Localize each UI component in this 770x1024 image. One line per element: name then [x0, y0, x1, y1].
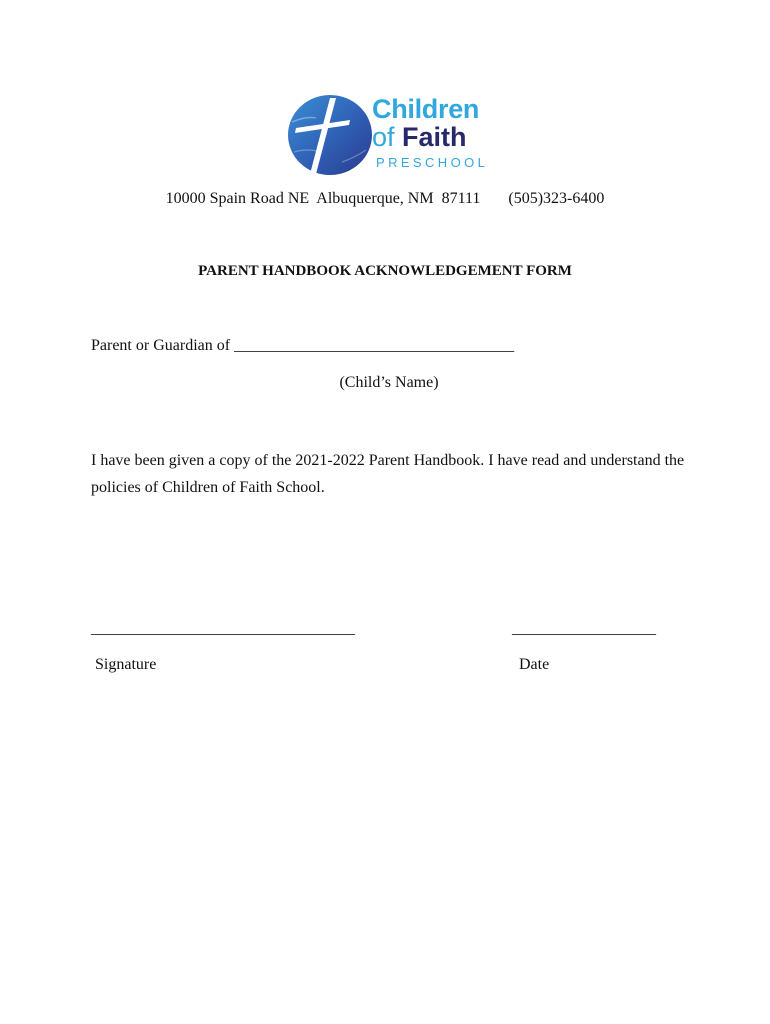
date-label: Date — [519, 656, 550, 673]
date-field[interactable]: __________________ — [512, 620, 656, 637]
logo-of-text: of — [372, 122, 395, 152]
school-address: 10000 Spain Road NE Albuquerque, NM 87111 (505)323-6400 — [165, 190, 605, 207]
logo-faith-text: Faith — [402, 122, 467, 152]
acknowledgement-statement: I have been given a copy of the 2021-2022 Parent Handbook. I have read and understand the policies of Children of Faith School. — [91, 452, 685, 496]
logo-children-text: Children — [372, 94, 480, 124]
school-logo — [286, 92, 492, 178]
logo-of-faith-text — [372, 124, 467, 151]
signature-field[interactable]: _________________________________ — [91, 620, 355, 637]
logo-preschool-text: PRESCHOOL — [376, 155, 489, 170]
signature-label: Signature — [95, 656, 157, 673]
form-title: PARENT HANDBOOK ACKNOWLEDGEMENT FORM — [198, 263, 572, 279]
cross-globe-icon — [286, 92, 374, 178]
child-name-caption: (Child’s Name) — [339, 374, 439, 391]
guardian-name-field[interactable]: Parent or Guardian of ___________________________________ — [91, 337, 515, 354]
